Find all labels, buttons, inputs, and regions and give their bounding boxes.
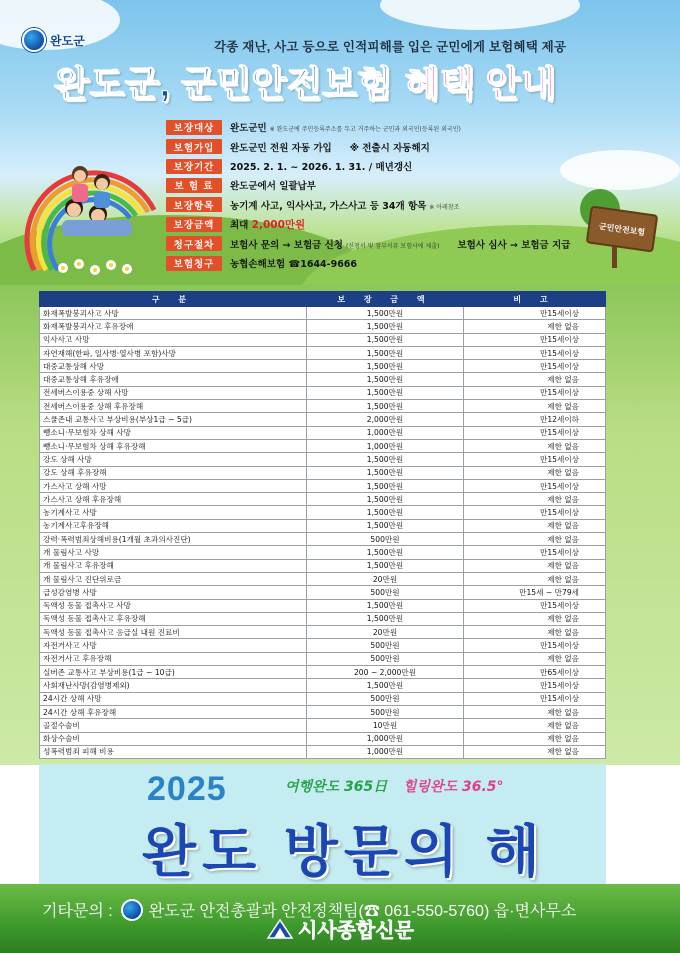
info-row-enroll [166,137,586,156]
coverage-amount: 1,500만원 [307,360,464,373]
coverage-amount: 1,500만원 [307,679,464,692]
coverage-note: 제한 없음 [464,612,606,625]
coverage-amount: 500만원 [307,533,464,546]
coverage-item: 골절수술비 [40,719,307,732]
info-panel [166,118,586,273]
info-label: 보장대상 [166,120,222,135]
coverage-note: 제한 없음 [464,493,606,506]
coverage-amount: 1,000만원 [307,732,464,745]
table-row [40,572,606,585]
procedure-step1: 보험사 문의 → 보험금 신청 [230,239,343,251]
coverage-amount: 500만원 [307,705,464,718]
coverage-note: 제한 없음 [464,400,606,413]
coverage-amount: 1,000만원 [307,745,464,758]
table-row [40,533,606,546]
table-row [40,679,606,692]
coverage-amount: 1,500만원 [307,333,464,346]
table-row [40,479,606,492]
coverage-table [39,291,606,759]
info-value [230,237,570,251]
coverage-amount: 1,500만원 [307,599,464,612]
info-note: ※ 아래참조 [429,203,460,211]
info-value [230,140,430,154]
coverage-item: 전세버스이용중 상해 사망 [40,386,307,399]
coverage-amount: 1,500만원 [307,386,464,399]
procedure-note: (신청서 및 첨부서류 보험사에 제출) [345,242,440,250]
table-row [40,599,606,612]
coverage-amount: 500만원 [307,692,464,705]
max-amount: 2,000만원 [251,218,306,231]
coverage-amount: 1,500만원 [307,546,464,559]
info-note: ※ 전출시 자동해지 [349,142,430,154]
coverage-item: 자전거사고 후유장해 [40,652,307,665]
coverage-item: 화재폭발붕괴사고 후유장애 [40,320,307,333]
info-value: 2025. 2. 1. ~ 2026. 1. 31. / 매년갱신 [230,162,413,174]
coverage-item: 화재폭발붕괴사고 사망 [40,307,307,320]
table-row [40,320,606,333]
title-highlight: 혜택 안내 [404,63,557,104]
info-value-text: 최대 [230,219,249,231]
info-value-text: 완도군민 [230,123,267,135]
coverage-amount: 500만원 [307,639,464,652]
table-row [40,307,606,320]
coverage-item: 가스사고 상해 후유장해 [40,493,307,506]
coverage-amount: 1,000만원 [307,439,464,452]
coverage-item: 성폭력범죄 피해 비용 [40,745,307,758]
coverage-item: 실버존 교통사고 부상비용(1급 ~ 10급) [40,666,307,679]
coverage-note: 제한 없음 [464,466,606,479]
coverage-amount: 1,000만원 [307,426,464,439]
coverage-item: 사회재난사망(감염병제외) [40,679,307,692]
coverage-amount: 1,500만원 [307,612,464,625]
coverage-item: 개 물림사고 진단위로금 [40,572,307,585]
info-value [230,198,459,212]
coverage-item: 독액성 동물 접촉사고 응급실 내원 진료비 [40,626,307,639]
coverage-note: 만15세이상 [464,307,606,320]
table-row [40,386,606,399]
coverage-amount: 2,000만원 [307,413,464,426]
coverage-amount: 1,500만원 [307,479,464,492]
slogan-healing: 힐링완도 36.5° [403,779,504,795]
info-row-procedure [166,234,586,253]
table-body [40,307,606,759]
flowers-illustration [55,252,135,278]
coverage-note: 제한 없음 [464,732,606,745]
contact-text: 완도군 안전총괄과 안전정책팀(☎ 061-550-5760) 읍·면사무소 [148,903,577,920]
title-main: 완도군, 군민안전보험 [54,63,393,104]
coverage-item: 개 물림사고 사망 [40,546,307,559]
coverage-amount: 1,500만원 [307,466,464,479]
info-value [230,120,461,134]
info-label: 보장항목 [166,197,222,212]
coverage-item: 독액성 동물 접촉사고 사망 [40,599,307,612]
table-row [40,439,606,452]
coverage-amount: 20만원 [307,626,464,639]
coverage-item: 익사사고 사망 [40,333,307,346]
coverage-item: 자전거사고 사망 [40,639,307,652]
table-row [40,426,606,439]
info-label: 보장금액 [166,217,222,232]
coverage-amount: 1,500만원 [307,559,464,572]
table-row [40,586,606,599]
page-title [54,56,556,107]
table-row [40,493,606,506]
coverage-note: 제한 없음 [464,626,606,639]
coverage-note: 만15세 ~ 만79세 [464,586,606,599]
info-value-text: 완도군민 전원 자동 가입 [230,142,332,154]
table-row [40,719,606,732]
table-row [40,546,606,559]
table-row [40,705,606,718]
coverage-item: 스쿨존내 교통사고 부상비용(부상1급 ~ 5급) [40,413,307,426]
coverage-item: 농기계사고 사망 [40,506,307,519]
coverage-note: 제한 없음 [464,559,606,572]
coverage-amount: 1,500만원 [307,320,464,333]
coverage-amount: 1,500만원 [307,506,464,519]
info-row-period [166,157,586,176]
coverage-note: 만15세이상 [464,333,606,346]
coverage-note: 만15세이상 [464,692,606,705]
wando-logo [22,28,85,52]
coverage-amount: 200 ~ 2,000만원 [307,666,464,679]
coverage-note: 제한 없음 [464,705,606,718]
coverage-amount: 1,500만원 [307,373,464,386]
table-row [40,639,606,652]
info-value-text: 농기계 사고, 익사사고, 가스사고 등 34개 항목 [230,200,427,212]
table-row [40,519,606,532]
info-row-amount [166,215,586,234]
coverage-note: 제한 없음 [464,320,606,333]
info-value: 완도군에서 일괄납부 [230,181,316,193]
coverage-note: 제한 없음 [464,439,606,452]
info-label: 보 험 료 [166,178,222,193]
coverage-amount: 20만원 [307,572,464,585]
coverage-note: 만15세이상 [464,453,606,466]
coverage-note: 만15세이상 [464,386,606,399]
coverage-note: 제한 없음 [464,519,606,532]
table-row [40,732,606,745]
coverage-note: 제한 없음 [464,745,606,758]
info-label: 보험가입 [166,139,222,154]
table-row [40,346,606,359]
coverage-amount: 500만원 [307,586,464,599]
coverage-amount: 500만원 [307,652,464,665]
logo-text: 완도군 [50,33,85,48]
coverage-note: 만15세이상 [464,639,606,652]
header-category: 구 분 [40,292,307,307]
table-header-row [40,292,606,307]
cloud [380,0,580,30]
coverage-note: 제한 없음 [464,652,606,665]
info-row-premium [166,176,586,195]
table-row [40,745,606,758]
table-row [40,333,606,346]
visit-year-banner [39,764,606,884]
watermark [266,914,414,943]
coverage-amount: 1,500만원 [307,307,464,320]
coverage-item: 강도 상해 사망 [40,453,307,466]
coverage-item: 24시간 상해 후유장해 [40,705,307,718]
coverage-note: 만15세이상 [464,426,606,439]
coverage-item: 급성감염병 사망 [40,586,307,599]
coverage-note: 제한 없음 [464,572,606,585]
coverage-item: 대중교통상해 후유장애 [40,373,307,386]
coverage-note: 만15세이상 [464,679,606,692]
coverage-note: 제한 없음 [464,533,606,546]
procedure-step2: 보험사 심사 → 보험금 지급 [457,239,571,251]
info-label: 보험청구 [166,256,222,271]
table-row [40,506,606,519]
coverage-item: 강력·폭력범죄상해비용(1개월 초과의사진단) [40,533,307,546]
info-row-items [166,196,586,215]
coverage-note: 만15세이상 [464,506,606,519]
coverage-amount: 10만원 [307,719,464,732]
coverage-item: 자연재해(한파, 일사병·열사병 포함)사망 [40,346,307,359]
coverage-item: 24시간 상해 사망 [40,692,307,705]
family-photo [52,160,142,240]
table-row [40,612,606,625]
contact-prefix: 기타문의 : [42,903,113,920]
info-value [230,217,305,232]
coverage-item: 가스사고 상해 사망 [40,479,307,492]
header-subtitle: 각종 재난, 사고 등으로 인적피해를 입은 군민에게 보험혜택 제공 [214,40,567,54]
table-row [40,413,606,426]
table-row [40,400,606,413]
coverage-item: 독액성 동물 접촉사고 후유장해 [40,612,307,625]
coverage-item: 화상수술비 [40,732,307,745]
visit-title: 완도 방문의 해 [142,820,546,883]
slogan-travel: 여행완도 365日 [285,779,388,795]
coverage-amount: 1,500만원 [307,400,464,413]
table-row [40,626,606,639]
coverage-amount: 1,500만원 [307,453,464,466]
coverage-note: 만15세이상 [464,546,606,559]
coverage-note: 제한 없음 [464,373,606,386]
coverage-item: 뺑소니·무보험차 상해 후유장해 [40,439,307,452]
table-row [40,559,606,572]
table-row [40,466,606,479]
coverage-note: 만15세이상 [464,599,606,612]
info-label: 청구절차 [166,236,222,251]
coverage-note: 만15세이상 [464,479,606,492]
table-row [40,453,606,466]
info-row-claim [166,254,586,273]
coverage-amount: 1,500만원 [307,493,464,506]
coverage-note: 만12세이하 [464,413,606,426]
coverage-item: 개 물림사고 후유장해 [40,559,307,572]
coverage-amount: 1,500만원 [307,519,464,532]
coverage-item: 농기계사고후유장해 [40,519,307,532]
info-row-target [166,118,586,137]
newspaper-logo-icon [266,918,294,940]
header-amount: 보 장 금 액 [307,292,464,307]
coverage-note: 만65세이상 [464,666,606,679]
coverage-note: 만15세이상 [464,360,606,373]
table-row [40,666,606,679]
table-row [40,652,606,665]
table-row [40,360,606,373]
coverage-note: 제한 없음 [464,719,606,732]
coverage-item: 뺑소니·무보험차 상해 사망 [40,426,307,439]
wando-logo-icon [22,28,46,52]
wando-logo-icon [121,899,143,921]
header-banner [0,0,680,292]
header-note: 비 고 [464,292,606,307]
coverage-item: 전세버스이용중 상해 후유장해 [40,400,307,413]
coverage-note: 만15세이상 [464,346,606,359]
coverage-item: 대중교통상해 사망 [40,360,307,373]
info-value: 농협손해보험 ☎1644-9666 [230,259,358,271]
watermark-text: 시사종합신문 [298,920,414,942]
info-note: ※ 완도군에 주민등록주소를 두고 거주하는 군민과 외국인(등록된 외국인) [269,126,461,134]
info-label: 보장기간 [166,159,222,174]
insurance-sign: 군민안전보험 [586,205,659,252]
coverage-amount: 1,500만원 [307,346,464,359]
coverage-item: 강도 상해 후유장해 [40,466,307,479]
visit-year: 2025 [147,770,227,808]
table-row [40,373,606,386]
table-row [40,692,606,705]
